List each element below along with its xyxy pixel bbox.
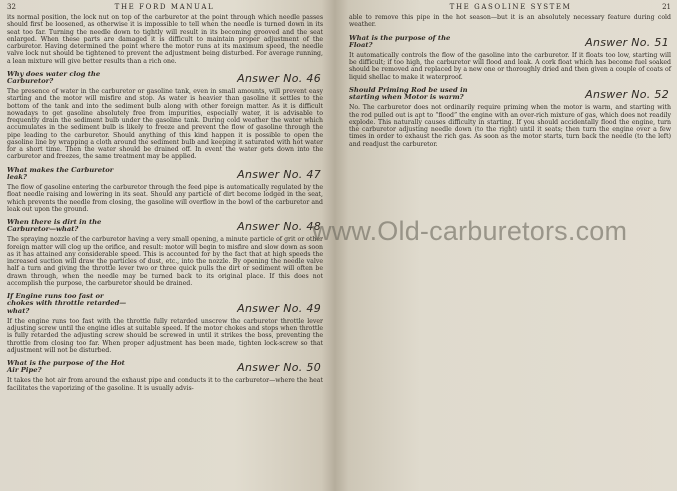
question-52: Should Priming Rod be used in starting when Motor is warm? — [349, 85, 468, 102]
left-page — [0, 0, 335, 491]
answer-text-50: It takes the hot air from around the exhaust pipe and conducts it to the carburetor—where the heat facilitates the vaporizing of the gasoline. It is usually advis- — [7, 377, 323, 392]
question-46: Why does water clog the Carburetor? — [7, 69, 101, 85]
answer-label-47: Answer No. 47 — [237, 168, 321, 182]
question-50: What is the purpose of the Hot Air Pipe? — [7, 359, 125, 375]
left-running-title: THE FORD MANUAL — [114, 3, 215, 11]
answer-text-49: If the engine runs too fast with the throttle fully retarded unscrew the carburetor throttle lever adjusting screw until the engine idles at suitable speed. If the motor chokes and stops when throttle is fully retarded the adjusting screw should be screwed in until it strikes the boss, preventing the throttle from closing too far. When proper adjustment has been made, tighten lock-screw so that adjustment will not be disturbed. — [7, 317, 323, 354]
left-page-number: 32 — [7, 3, 16, 11]
right-page-header — [349, 3, 671, 11]
right-running-title: THE GASOLINE SYSTEM — [449, 3, 572, 11]
question-row-51 — [349, 35, 671, 49]
question-48: When there is dirt in the Carburetor—what? — [7, 218, 102, 234]
question-row-49 — [7, 293, 323, 315]
question-row-48 — [7, 219, 323, 233]
question-47: What makes the Carburetor leak? — [7, 165, 114, 181]
right-page-number: 21 — [662, 3, 671, 11]
answer-label-49: Answer No. 49 — [237, 301, 321, 315]
left-intro-paragraph: its normal position, the lock nut on top of the carburetor at the point through which needle passes should first be loosened, as otherwise it is impossible to tell when the needle is turned down in its seat too far. Turning the needle down to tightly will result in its becoming grooved and the seat enlarged. When these parts are damaged it is difficult to maintain proper adjustment of the carburetor. Having determined the point where the motor runs at its maximum speed, the needle valve lock nut should be tightened to prevent the adjustment being disturbed. For average running, a lean mixture will give better results than a rich one. — [7, 14, 323, 65]
question-49: If Engine runs too fast or chokes with throttle retarded—what? — [7, 292, 127, 315]
answer-text-47: The flow of gasoline entering the carburetor through the feed pipe is automatically regulated by the float needle raising and lowering in its seat. Should any particle of dirt become lodged in the seat, which prevents the needle from closing, the gasoline will overflow in the bowl of the carburetor and leak out upon the ground. — [7, 184, 323, 213]
answer-label-50: Answer No. 50 — [237, 361, 321, 375]
answer-text-46: The presence of water in the carburetor or gasoline tank, even in small amounts, will prevent easy starting and the motor will misfire and stop. As water is heavier than gasoline it settles to the bottom of the tank and into the sediment bulb along with other foreign matter. As it is difficult nowadays to get gasoline absolutely free from impurities, especially water, it is advisable to frequently drain the sediment bulb under the gasoline tank. During cold weather the water which accumulates in the sediment bulb is likely to freeze and prevent the flow of gasoline through the pipe leading to the carburetor. Should anything of this kind happen it is possible to open the gasoline line by wrapping a cloth around the sediment bulb and keeping it saturated with hot water for a short time. Then the water should be drained off. In event the water gets down into the carburetor and freezes, the same treatment may be applied. — [7, 88, 323, 161]
answer-text-48: The spraying nozzle of the carburetor having a very small opening, a minute particle of grit or other foreign matter will clog up the orifice, and result: motor will begin to misfire and slow down as soon as it has attained any considerable speed. This is accounted for by the fact that at high speeds the increased suction will draw the particles of dust, etc., into the nozzle. By opening the needle valve half a turn and giving the throttle lever two or three quick pulls the dirt or sediment will often be drawn through, when the needle may be turned back to its original place. If this does not accomplish the purpose, the carburetor should be drained. — [7, 236, 323, 287]
question-row-52 — [349, 87, 671, 101]
watermark-text: www.Old-carburetors.com — [312, 216, 628, 246]
answer-text-51: It automatically controls the flow of the gasoline into the carburetor. If it floats too low, starting will be difficult; if too high, the carburetor will flood and leak. A cork float which has become fuel soaked should be removed and replaced by a new one or thoroughly dried and then given a couple of coats of liquid shellac to make it waterproof. — [349, 51, 671, 81]
left-page-header — [7, 3, 323, 11]
question-row-47 — [7, 167, 323, 181]
answer-label-52: Answer No. 52 — [585, 88, 669, 102]
answer-label-51: Answer No. 51 — [585, 35, 669, 49]
answer-label-48: Answer No. 48 — [237, 220, 321, 234]
question-row-50 — [7, 360, 323, 374]
question-row-46 — [7, 71, 323, 85]
answer-text-52: No. The carburetor does not ordinarily require priming when the motor is warm, and starting with the rod pulled out is apt to “flood” the engine with an over-rich mixture of gas, which does not readily explode. This naturally causes difficulty in starting. If you should accidentally flood the engine, turn the carburetor adjusting needle down (to the right) until it seats; then turn the engine over a few times in order to exhaust the rich gas. As soon as the motor starts, turn back the needle (to the left) and readjust the carburetor. — [349, 104, 671, 148]
question-51: What is the purpose of the Float? — [349, 33, 451, 49]
answer-label-46: Answer No. 46 — [237, 72, 321, 86]
right-intro-paragraph: able to remove this pipe in the hot season—but it is an absolutely necessary feature during cold weather. — [349, 14, 671, 29]
